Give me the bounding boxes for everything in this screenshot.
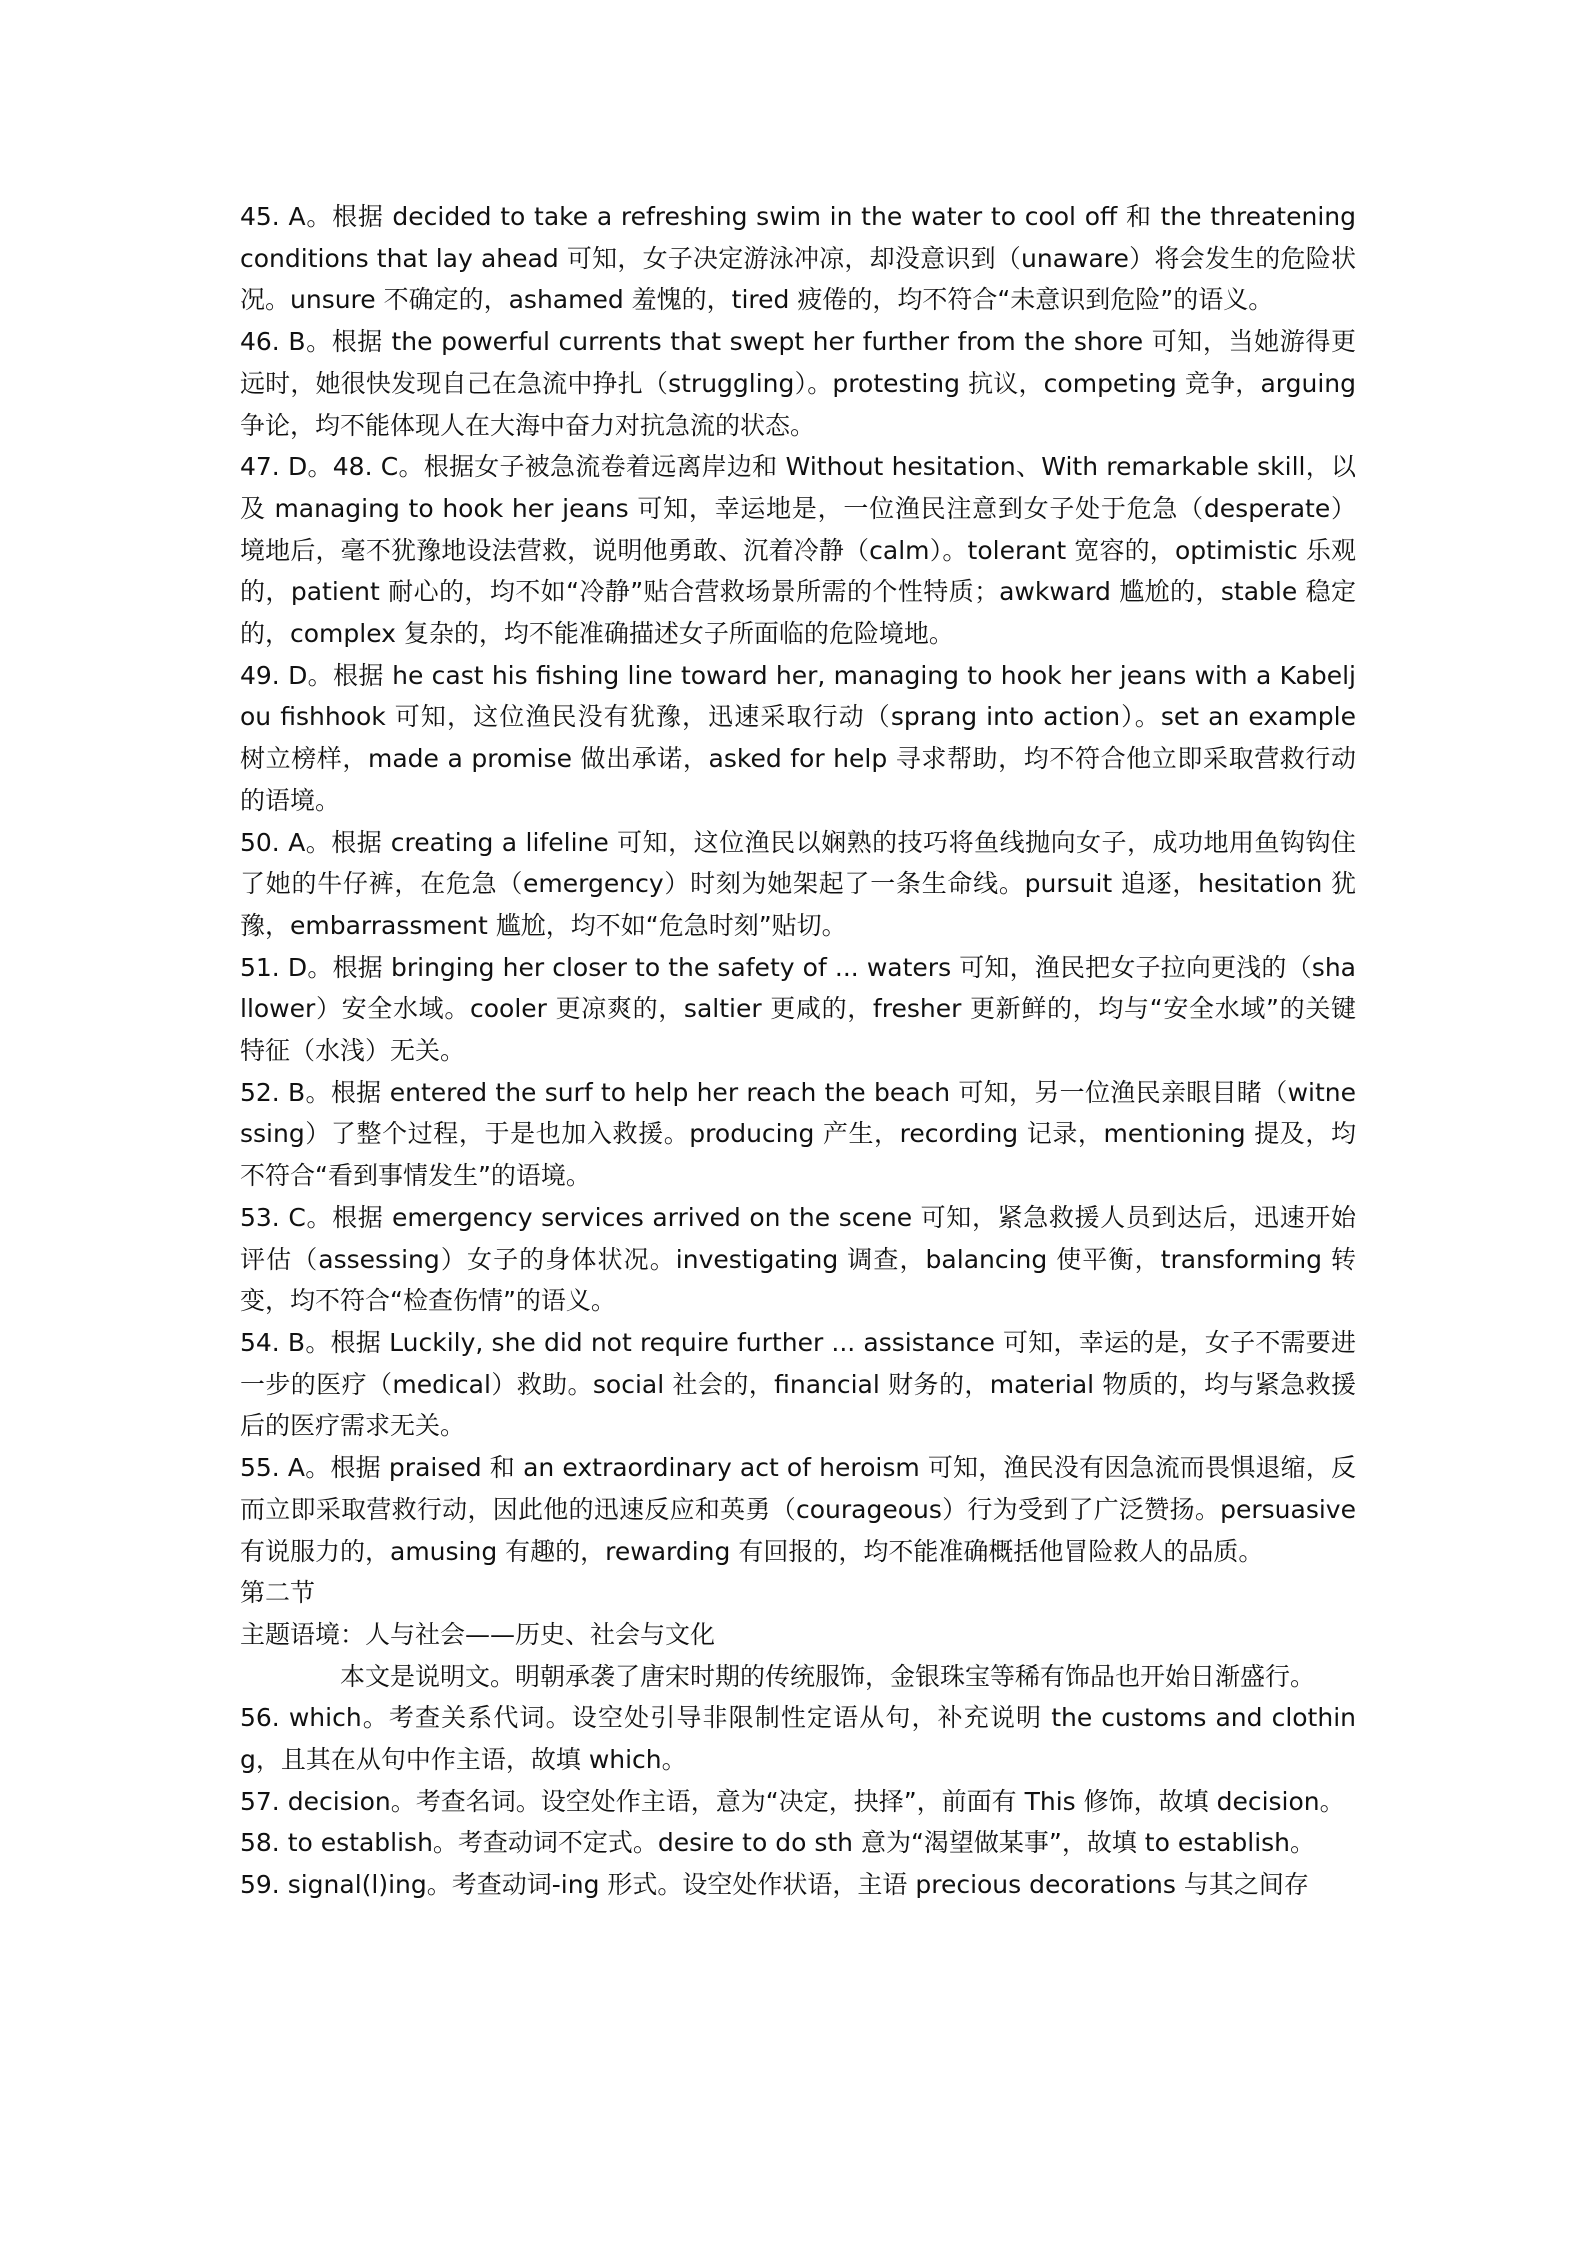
- explanation-45: 45. A。根据 decided to take a refreshing swim in the water to cool off 和 the threatening conditions that lay ahead 可知，女子决定游泳冲凉，却没意识到（unaware）将会发生的危险状况。unsure 不确定的，ashamed 羞愧的，tired 疲倦的，均不符合“未意识到危险”的语义。: [240, 202, 1356, 315]
- theme-context: 主题语境：人与社会——历史、社会与文化: [240, 1619, 716, 1649]
- explanation-59: 59. signal(l)ing。考查动词-ing 形式。设空处作状语，主语 precious decorations 与其之间存: [240, 1870, 1309, 1900]
- explanation-53: 53. C。根据 emergency services arrived on the scene 可知，紧急救援人员到达后，迅速开始评估（assessing）女子的身体状况。investigating 调查，balancing 使平衡，transforming 转变，均不符合“检查伤情”的语义。: [240, 1202, 1356, 1316]
- passage-summary: 本文是说明文。明朝承袭了唐宋时期的传统服饰，金银珠宝等稀有饰品也开始日渐盛行。: [340, 1661, 1316, 1691]
- explanation-47-48: 47. D。48. C。根据女子被急流卷着远离岸边和 Without hesitation、With remarkable skill，以及 managing to hook her jeans 可知，幸运地是，一位渔民注意到女子处于危急（desperate）境地后，毫不犹豫地设法营救，说明他勇敢、沉着冷静（calm）。tolerant 宽容的，optimistic 乐观的，patient 耐心的，均不如“冷静”贴合营救场景所需的个性特质；awkward 尴尬的，stable 稳定的，complex 复杂的，均不能准确描述女子所面临的危险境地。: [240, 452, 1356, 649]
- explanation-52: 52. B。根据 entered the surf to help her reach the beach 可知，另一位渔民亲眼目睹（witnessing）了整个过程，于是也加入救援。producing 产生，recording 记录，mentioning 提及，均不符合“看到事情发生”的语境。: [240, 1077, 1356, 1191]
- explanation-57: 57. decision。考查名词。设空处作主语，意为“决定，抉择”，前面有 This 修饰，故填 decision。: [240, 1786, 1345, 1816]
- explanation-46: 46. B。根据 the powerful currents that swept her further from the shore 可知，当她游得更远时，她很快发现自己在急流中挣扎（struggling）。protesting 抗议，competing 竞争，arguing 争论，均不能体现人在大海中奋力对抗急流的状态。: [240, 327, 1356, 440]
- explanation-51: 51. D。根据 bringing her closer to the safety of ... waters 可知，渔民把女子拉向更浅的（shallower）安全水域。cooler 更凉爽的，saltier 更咸的，fresher 更新鲜的，均与“安全水域”的关键特征（水浅）无关。: [240, 952, 1356, 1066]
- explanation-55: 55. A。根据 praised 和 an extraordinary act of heroism 可知，渔民没有因急流而畏惧退缩，反而立即采取营救行动，因此他的迅速反应和英勇（courageous）行为受到了广泛赞扬。persuasive 有说服力的，amusing 有趣的，rewarding 有回报的，均不能准确概括他冒险救人的品质。: [240, 1453, 1356, 1566]
- explanation-50: 50. A。根据 creating a lifeline 可知，这位渔民以娴熟的技巧将鱼线抛向女子，成功地用鱼钩钩住了她的牛仔裤，在危急（emergency）时刻为她架起了一条生命线。pursuit 追逐，hesitation 犹豫，embarrassment 尴尬，均不如“危急时刻”贴切。: [240, 827, 1356, 940]
- explanation-49: 49. D。根据 he cast his fishing line toward her, managing to hook her jeans with a Kabeljou fishhook 可知，这位渔民没有犹豫，迅速采取行动（sprang into action）。set an example 树立榜样，made a promise 做出承诺，asked for help 寻求帮助，均不符合他立即采取营救行动的语境。: [240, 660, 1356, 815]
- explanation-54: 54. B。根据 Luckily, she did not require further ... assistance 可知，幸运的是，女子不需要进一步的医疗（medical）救助。social 社会的，financial 财务的，material 物质的，均与紧急救援后的医疗需求无关。: [240, 1327, 1356, 1441]
- explanation-56: 56. which。考查关系代词。设空处引导非限制性定语从句，补充说明 the customs and clothing，且其在从句中作主语，故填 which。: [240, 1703, 1356, 1775]
- section-heading: 第二节: [240, 1578, 316, 1608]
- answer-explanations: [240, 196, 1356, 1906]
- explanation-58: 58. to establish。考查动词不定式。desire to do sth 意为“渴望做某事”，故填 to establish。: [240, 1828, 1316, 1858]
